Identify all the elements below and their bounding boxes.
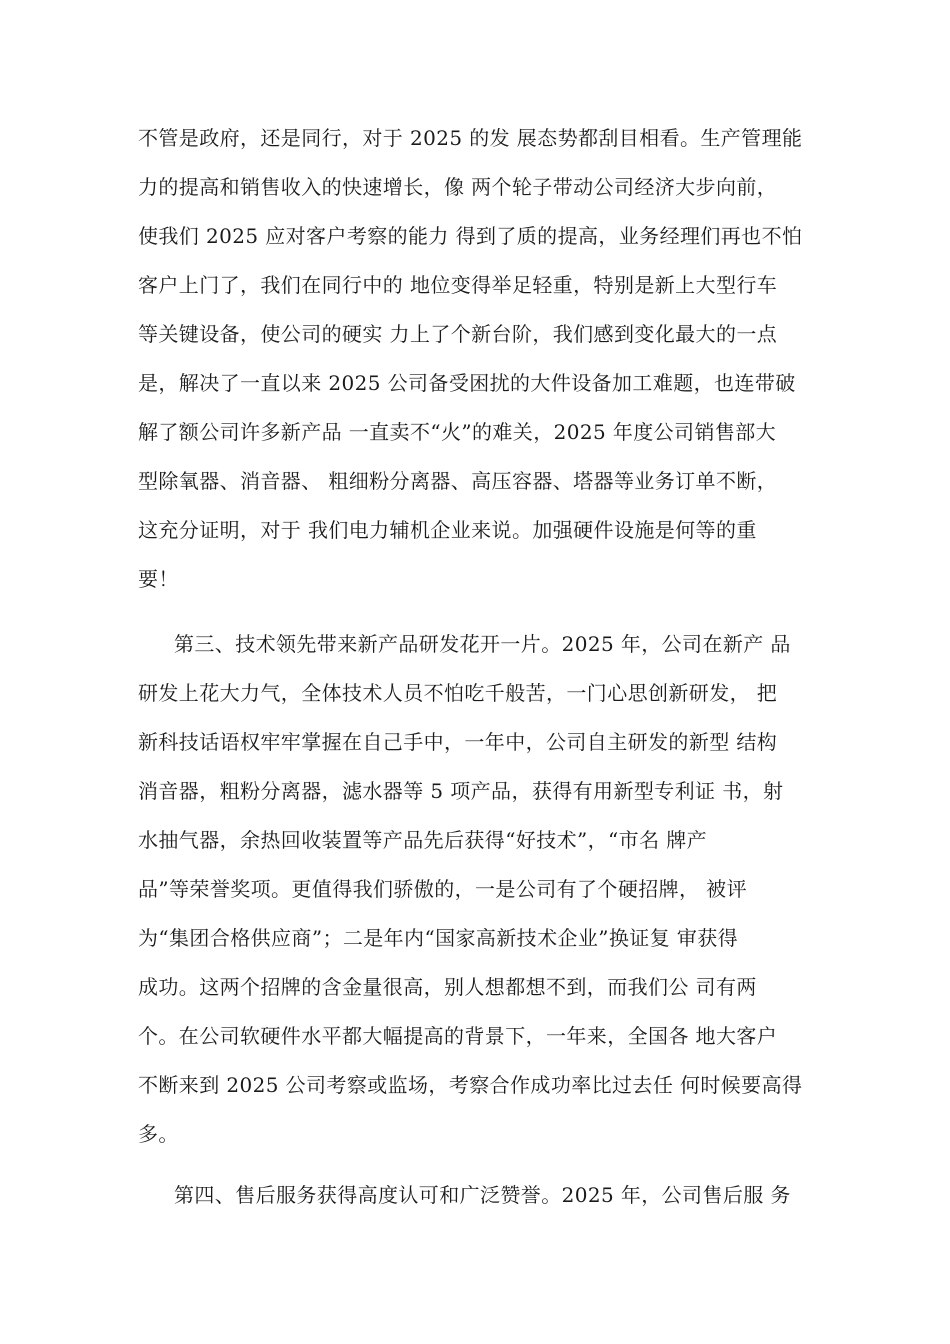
text-line: 为“集团合格供应商”；二是年内“国家高新技术企业”换证复 审获得 <box>138 926 739 950</box>
text-line: 成功。这两个招牌的含金量很高，别人想都想不到，而我们公 司有两 <box>138 975 757 999</box>
text-line: 等关键设备，使公司的硬实 力上了个新台阶，我们感到变化最大的一点 <box>138 322 778 346</box>
text-line: 使我们 2025 应对客户考察的能力 得到了质的提高，业务经理们再也不怕 <box>138 224 803 248</box>
text-line: 这充分证明，对于 我们电力辅机企业来说。加强硬件设施是何等的重 <box>138 518 757 542</box>
text-line: 个。在公司软硬件水平都大幅提高的背景下，一年来，全国各 地大客户 <box>138 1024 778 1048</box>
text-line: 研发上花大力气，全体技术人员不怕吃千般苦，一门心思创新研发， 把 <box>138 681 778 705</box>
text-line: 多。 <box>138 1122 179 1146</box>
text-line: 不断来到 2025 公司考察或监场，考察合作成功率比过去任 何时候要高得 <box>138 1073 803 1097</box>
text-line: 是，解决了一直以来 2025 公司备受困扰的大件设备加工难题，也连带破 <box>138 371 796 395</box>
text-line: 型除氧器、消音器、 粗细粉分离器、高压容器、塔器等业务订单不断， <box>138 469 778 493</box>
text-line: 要！ <box>138 567 179 591</box>
text-line: 第三、技术领先带来新产品研发花开一片。2025 年，公司在新产 品 <box>174 632 791 656</box>
text-line: 水抽气器，余热回收装置等产品先后获得“好技术”，“市名 牌产 <box>138 828 708 852</box>
text-line: 第四、售后服务获得高度认可和广泛赞誉。2025 年，公司售后服 务 <box>174 1183 791 1207</box>
text-line: 新科技话语权牢牢掌握在自己手中，一年中，公司自主研发的新型 结构 <box>138 730 778 754</box>
text-line: 客户上门了，我们在同行中的 地位变得举足轻重，特别是新上大型行车 <box>138 273 778 297</box>
text-line: 力的提高和销售收入的快速增长，像 两个轮子带动公司经济大步向前， <box>138 175 778 199</box>
text-line: 解了额公司许多新产品 一直卖不“火”的难关，2025 年度公司销售部大 <box>138 420 777 444</box>
text-line: 品”等荣誉奖项。更值得我们骄傲的，一是公司有了个硬招牌， 被评 <box>138 877 747 901</box>
text-line: 消音器，粗粉分离器，滤水器等 5 项产品，获得有用新型专利证 书，射 <box>138 779 784 803</box>
text-line: 不管是政府，还是同行，对于 2025 的发 展态势都刮目相看。生产管理能 <box>138 126 803 150</box>
